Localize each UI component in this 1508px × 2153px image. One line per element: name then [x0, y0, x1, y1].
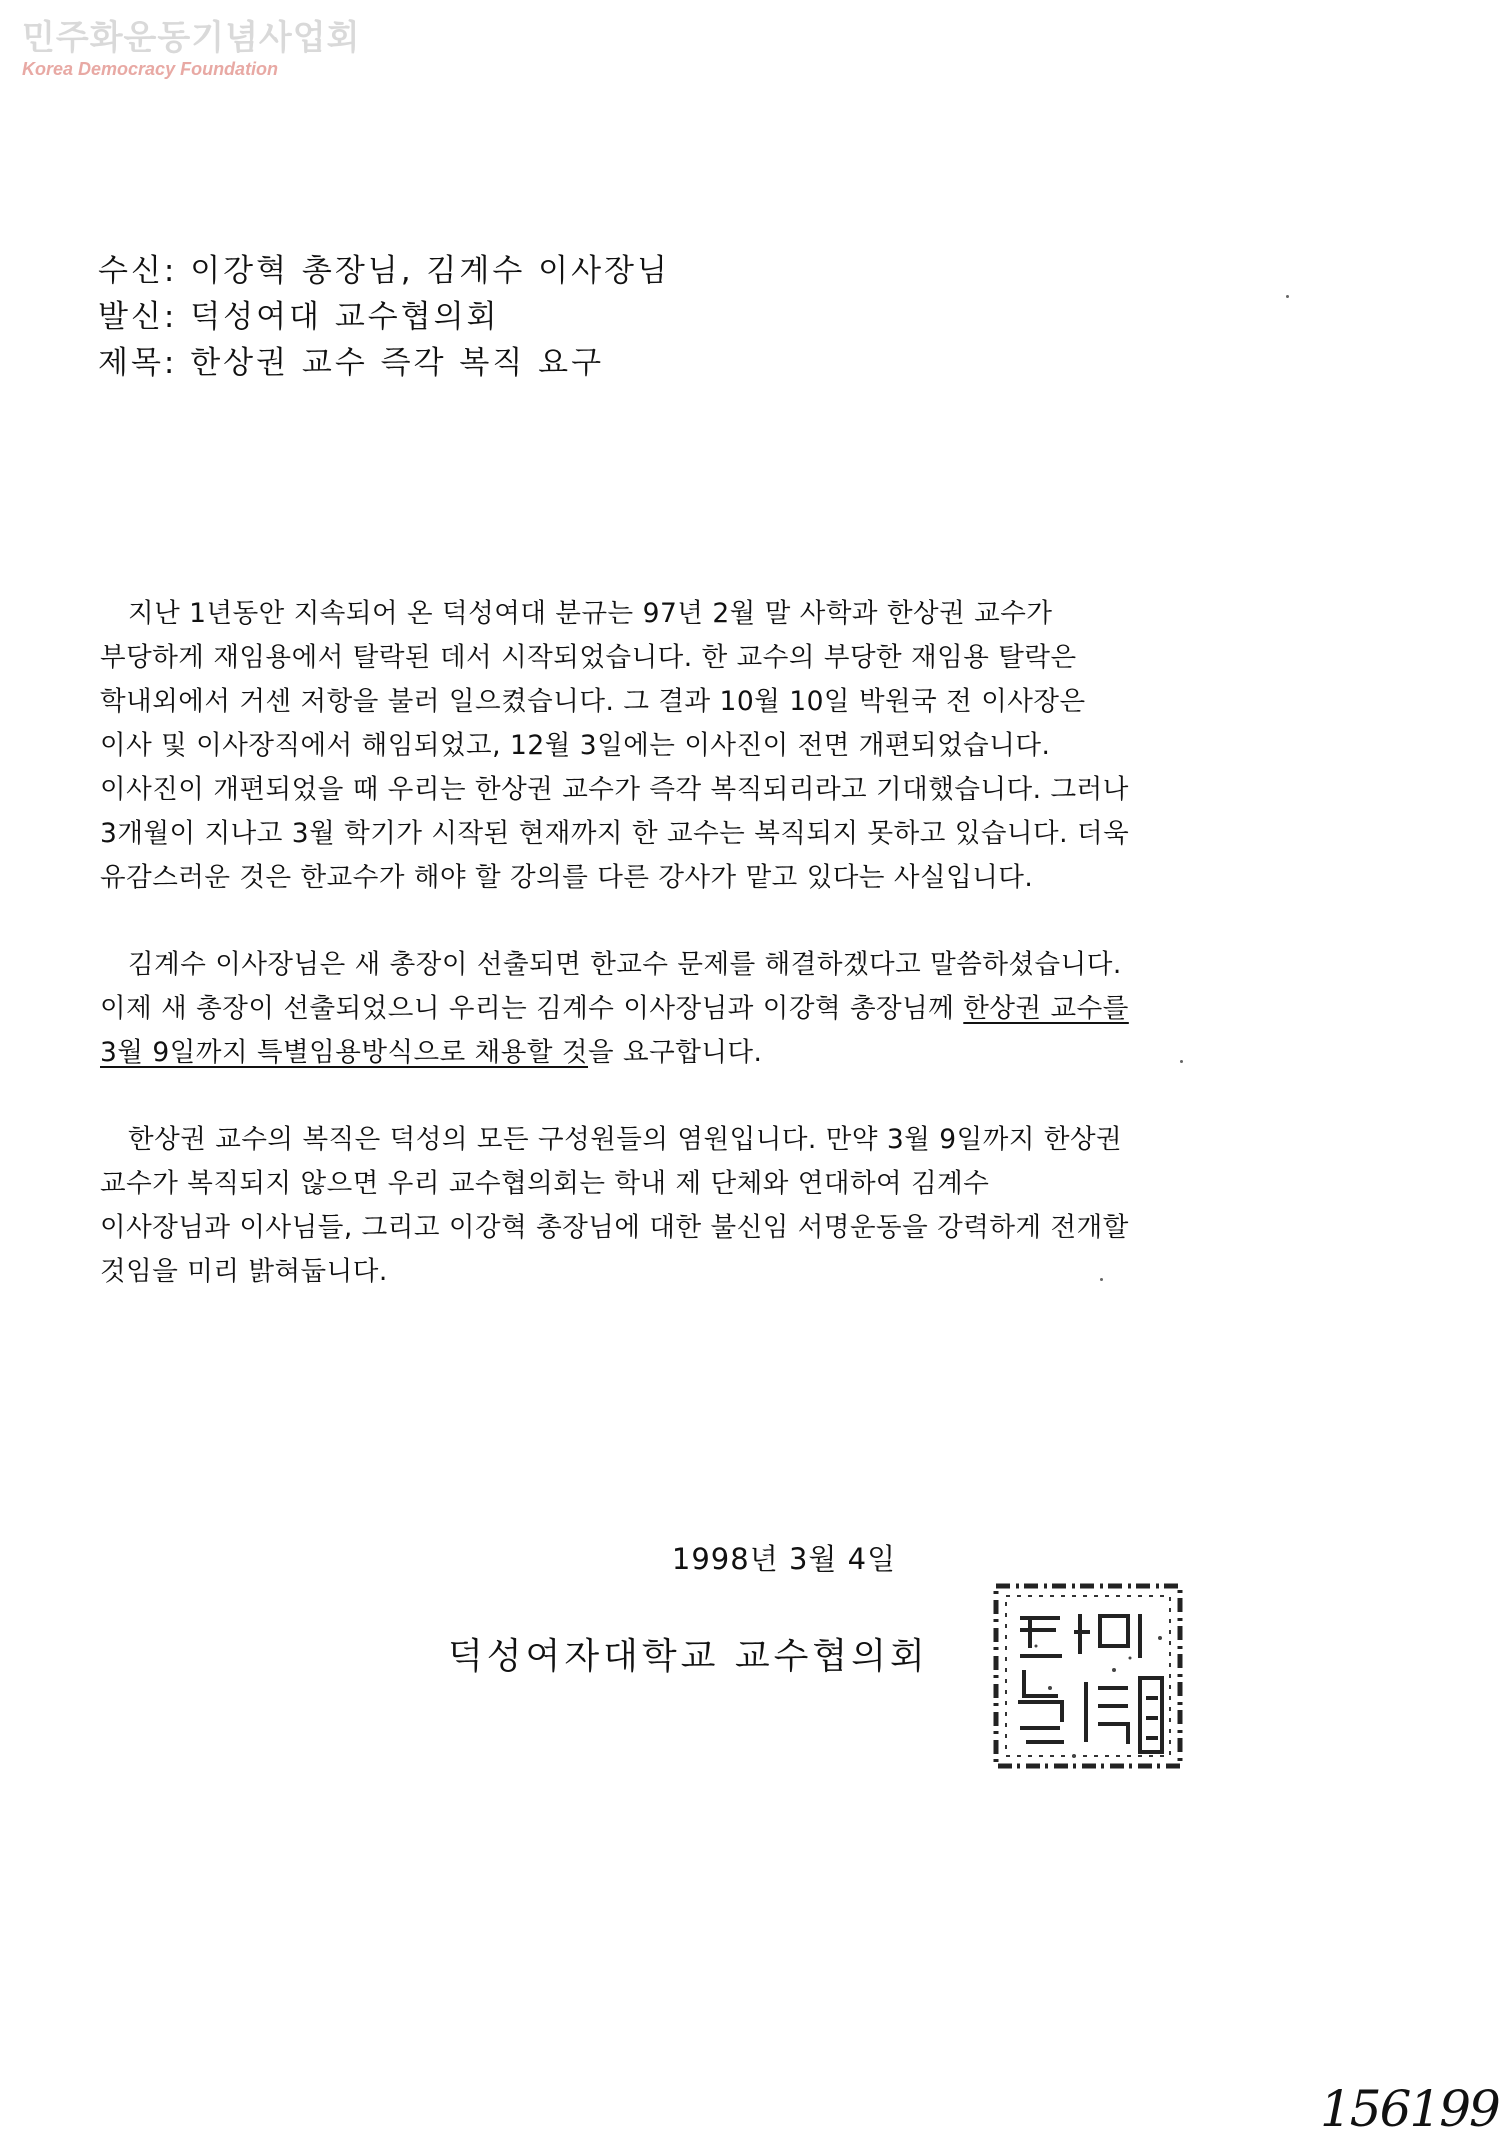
letter-date: 1998년 3월 4일	[671, 1542, 897, 1576]
text-line: 3개월이 지나고 3월 학기가 시작된 현재까지 한 교수는 복직되지 못하고 있습니다. 더욱	[100, 818, 1130, 849]
watermark-korean: 민주화운동기념사업회	[22, 18, 361, 58]
text-line	[100, 1031, 1300, 1075]
handwritten-document-number: 156199	[1320, 2080, 1499, 2138]
text-span: 을 요구합니다.	[588, 1037, 763, 1068]
scan-speck	[1180, 1060, 1183, 1063]
paragraph-2	[100, 943, 1300, 1075]
watermark-logo	[22, 16, 361, 80]
text-line	[100, 987, 1300, 1031]
text-line: 한상권 교수의 복직은 덕성의 모든 구성원들의 염원입니다. 만약 3월 9일까지 한상권	[128, 1124, 1123, 1155]
text-line: 부당하게 재임용에서 탈락된 데서 시작되었습니다. 한 교수의 부당한 재임용 탈락은	[100, 642, 1077, 673]
text-line: 김계수 이사장님은 새 총장이 선출되면 한교수 문제를 해결하겠다고 말씀하셨습니다.	[128, 949, 1122, 980]
text-line: 유감스러운 것은 한교수가 해야 할 강의를 다른 강사가 맡고 있다는 사실입니다.	[100, 862, 1034, 893]
text-line: 것임을 미리 밝혀둡니다.	[100, 1256, 388, 1287]
text-line: 이사진이 개편되었을 때 우리는 한상권 교수가 즉각 복직되리라고 기대했습니다. 그러나	[100, 774, 1129, 805]
paragraph-1	[100, 592, 1300, 900]
underlined-demand: 3월 9일까지 특별임용방식으로 채용할 것	[100, 1037, 588, 1068]
text-span: 이제 새 총장이 선출되었으니 우리는 김계수 이사장님과 이강혁 총장님께	[100, 993, 964, 1024]
sender-line: 발신: 덕성여대 교수협의회	[98, 299, 500, 335]
official-seal-stamp	[990, 1578, 1186, 1774]
text-line: 지난 1년동안 지속되어 온 덕성여대 분규는 97년 2월 말 사학과 한상권 교수가	[128, 598, 1053, 629]
letter-body	[100, 592, 1300, 1337]
organization-signature: 덕성여자대학교 교수협의회	[448, 1636, 929, 1677]
paragraph-3	[100, 1118, 1300, 1294]
watermark-english: Korea Democracy Foundation	[22, 59, 279, 79]
text-line: 이사 및 이사장직에서 해임되었고, 12월 3일에는 이사진이 전면 개편되었습니다.	[100, 730, 1051, 761]
scan-speck	[1286, 295, 1289, 298]
text-line: 이사장님과 이사님들, 그리고 이강혁 총장님에 대한 불신임 서명운동을 강력하게 전개할	[100, 1212, 1129, 1243]
letter-header	[98, 248, 670, 386]
underlined-demand: 한상권 교수를	[963, 993, 1129, 1024]
subject-line: 제목: 한상권 교수 즉각 복직 요구	[98, 345, 605, 381]
scan-speck	[1100, 1278, 1103, 1281]
recipient-line: 수신: 이강혁 총장님, 김계수 이사장님	[98, 253, 670, 289]
text-line: 교수가 복직되지 않으면 우리 교수협의회는 학내 제 단체와 연대하여 김계수	[100, 1168, 990, 1199]
text-line: 학내외에서 거센 저항을 불러 일으켰습니다. 그 결과 10월 10일 박원국 전 이사장은	[100, 686, 1086, 717]
